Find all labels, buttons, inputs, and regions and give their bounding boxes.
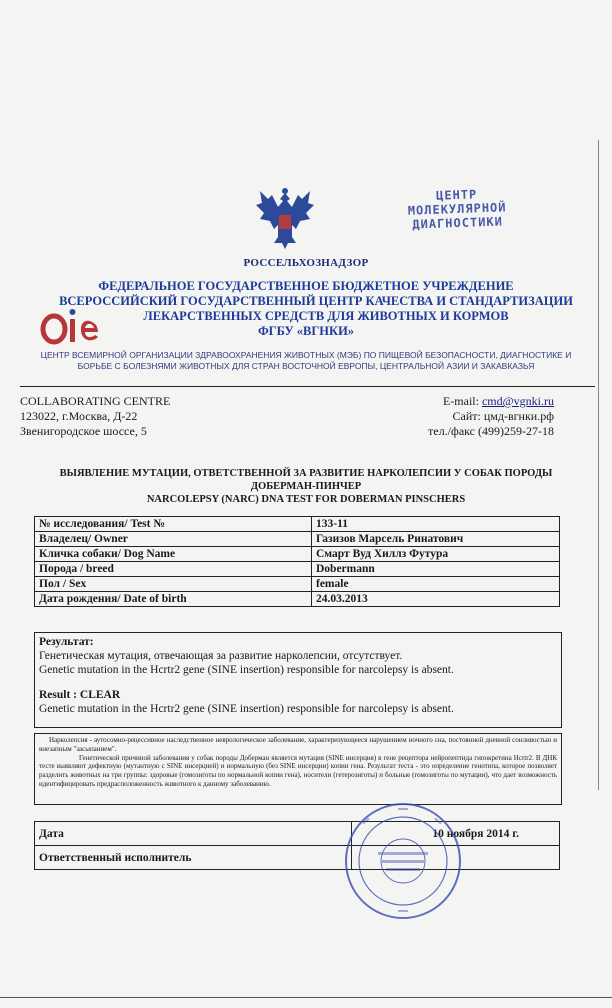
address-line: 123022, г.Москва, Д-22 xyxy=(20,409,138,423)
heading-line: ВЫЯВЛЕНИЕ МУТАЦИИ, ОТВЕТСТВЕННОЙ ЗА РАЗВИТИЕ НАРКОЛЕПСИИ У СОБАК ПОРОДЫ xyxy=(59,468,553,479)
org-line: ФЕДЕРАЛЬНОЕ ГОСУДАРСТВЕННОЕ БЮДЖЕТНОЕ УЧРЕЖДЕНИЕ xyxy=(98,279,514,293)
table-row xyxy=(35,562,560,577)
address-line: COLLABORATING CENTRE xyxy=(20,394,171,408)
row-value: Смарт Вуд Хиллз Футура xyxy=(312,547,560,562)
row-value: Dobermann xyxy=(312,562,560,577)
result-line-en: Genetic mutation in the Hcrtr2 gene (SINE insertion) responsible for narcolepsy is absent. xyxy=(39,703,454,715)
email-link[interactable]: cmd@vgnki.ru xyxy=(481,394,554,408)
email-line xyxy=(428,394,554,409)
round-seal-stamp xyxy=(342,800,464,922)
heading-line: ДОБЕРМАН-ПИНЧЕР xyxy=(250,481,362,492)
row-label: Владелец/ Owner xyxy=(35,532,312,547)
table-row xyxy=(35,532,560,547)
phone-line: тел./факс (499)259-27-18 xyxy=(428,424,554,438)
table-row xyxy=(35,846,560,870)
row-value: 133-11 xyxy=(312,517,560,532)
address-block xyxy=(20,394,170,439)
address-line: Звенигородское шоссе, 5 xyxy=(20,424,147,438)
site-line: Сайт: цмд-вгнки.рф xyxy=(452,409,554,423)
stamp-line: ДИАГНОСТИКИ xyxy=(412,214,504,232)
center-stamp xyxy=(354,184,561,253)
coat-of-arms-icon xyxy=(252,185,318,253)
result-line-ru: Генетическая мутация, отвечающая за развитие нарколепсии, отсутствует. xyxy=(39,650,403,662)
table-row xyxy=(35,592,560,607)
explanatory-note xyxy=(34,733,562,805)
note-paragraph: Генетической причиной заболевания у собак породы Доберман является мутация (SINE инсерция) в гене рецептора нейропептида гипокретина Hcrtr2. В ДНК тесте выявляют дефектную (мутантную с SINE инсерцией) и нормальную (без SINE инсерции) копии гена. Результат теста - это определение генотипа, которое позволяет разделить животных на три группы: здоровые (гомозиготы по нормальной копии гена), носители (гетерозиготы) и больные (гомозиготы по мутации), что дает возможность идентифицировать предрасположенность животного к данному заболеванию. xyxy=(39,753,557,788)
responsible-label: Ответственный исполнитель xyxy=(35,846,352,870)
row-value: 24.03.2013 xyxy=(312,592,560,607)
table-row xyxy=(35,517,560,532)
result-line-en: Genetic mutation in the Hcrtr2 gene (SINE insertion) responsible for narcolepsy is absent. xyxy=(39,664,454,676)
header-divider xyxy=(20,386,595,387)
row-value: Газизов Марсель Ринатович xyxy=(312,532,560,547)
table-row xyxy=(35,577,560,592)
org-line: ФГБУ «ВГНКИ» xyxy=(257,324,355,338)
contact-block xyxy=(428,394,554,439)
date-value: 10 ноября 2014 г. xyxy=(352,822,560,846)
row-label: Пол / Sex xyxy=(35,577,312,592)
heading-line: NARCOLEPSY (NARC) DNA TEST FOR DOBERMAN PINSCHERS xyxy=(146,494,466,505)
agency-name: РОССЕЛЬХОЗНАДЗОР xyxy=(243,257,369,269)
table-row xyxy=(35,547,560,562)
scan-bottom-edge xyxy=(0,997,612,998)
row-label: Дата рождения/ Date of birth xyxy=(35,592,312,607)
stamp-line: ЦЕНТР xyxy=(435,187,478,203)
row-value: female xyxy=(312,577,560,592)
row-label: Кличка собаки/ Dog Name xyxy=(35,547,312,562)
org-line: ВСЕРОССИЙСКИЙ ГОСУДАРСТВЕННЫЙ ЦЕНТР КАЧЕСТВА И СТАНДАРТИЗАЦИИ xyxy=(59,294,573,308)
email-label: E-mail: xyxy=(442,394,482,408)
test-heading xyxy=(40,467,572,506)
info-table xyxy=(34,516,560,607)
result-title-ru: Результат: xyxy=(39,636,94,648)
row-label: № исследования/ Test № xyxy=(35,517,312,532)
signature-table xyxy=(34,821,560,870)
who-center-text: ЦЕНТР ВСЕМИРНОЙ ОРГАНИЗАЦИИ ЗДРАВООХРАНЕНИЯ ЖИВОТНЫХ (МЭБ) ПО ПИЩЕВОЙ БЕЗОПАСНОСТИ, ДИАГНОСТИКЕ И БОРЬБЕ С БОЛЕЗНЯМИ ЖИВОТНЫХ ДЛЯ СТРАН ВОСТОЧНОЙ ЕВРОПЫ, ЦЕНТРАЛЬНОЙ АЗИИ И ЗАКАВКАЗЬЯ xyxy=(40,350,572,371)
table-row xyxy=(35,822,560,846)
org-line: ЛЕКАРСТВЕННЫХ СРЕДСТВ ДЛЯ ЖИВОТНЫХ И КОРМОВ xyxy=(143,309,509,323)
result-box xyxy=(34,632,562,728)
scan-edge xyxy=(598,140,599,790)
date-label: Дата xyxy=(35,822,352,846)
oie-logo xyxy=(40,307,100,345)
result-title-en: Result : CLEAR xyxy=(39,689,121,701)
row-label: Порода / breed xyxy=(35,562,312,577)
stamp-line: МОЛЕКУЛЯРНОЙ xyxy=(407,200,507,218)
note-paragraph: Нарколепсия - аутосомно-рецессивное наследственное неврологическое заболевание, характеризующееся нарушением ночного сна, постоянной дневной сонливостью и внезапным "засыпанием". xyxy=(39,736,557,753)
